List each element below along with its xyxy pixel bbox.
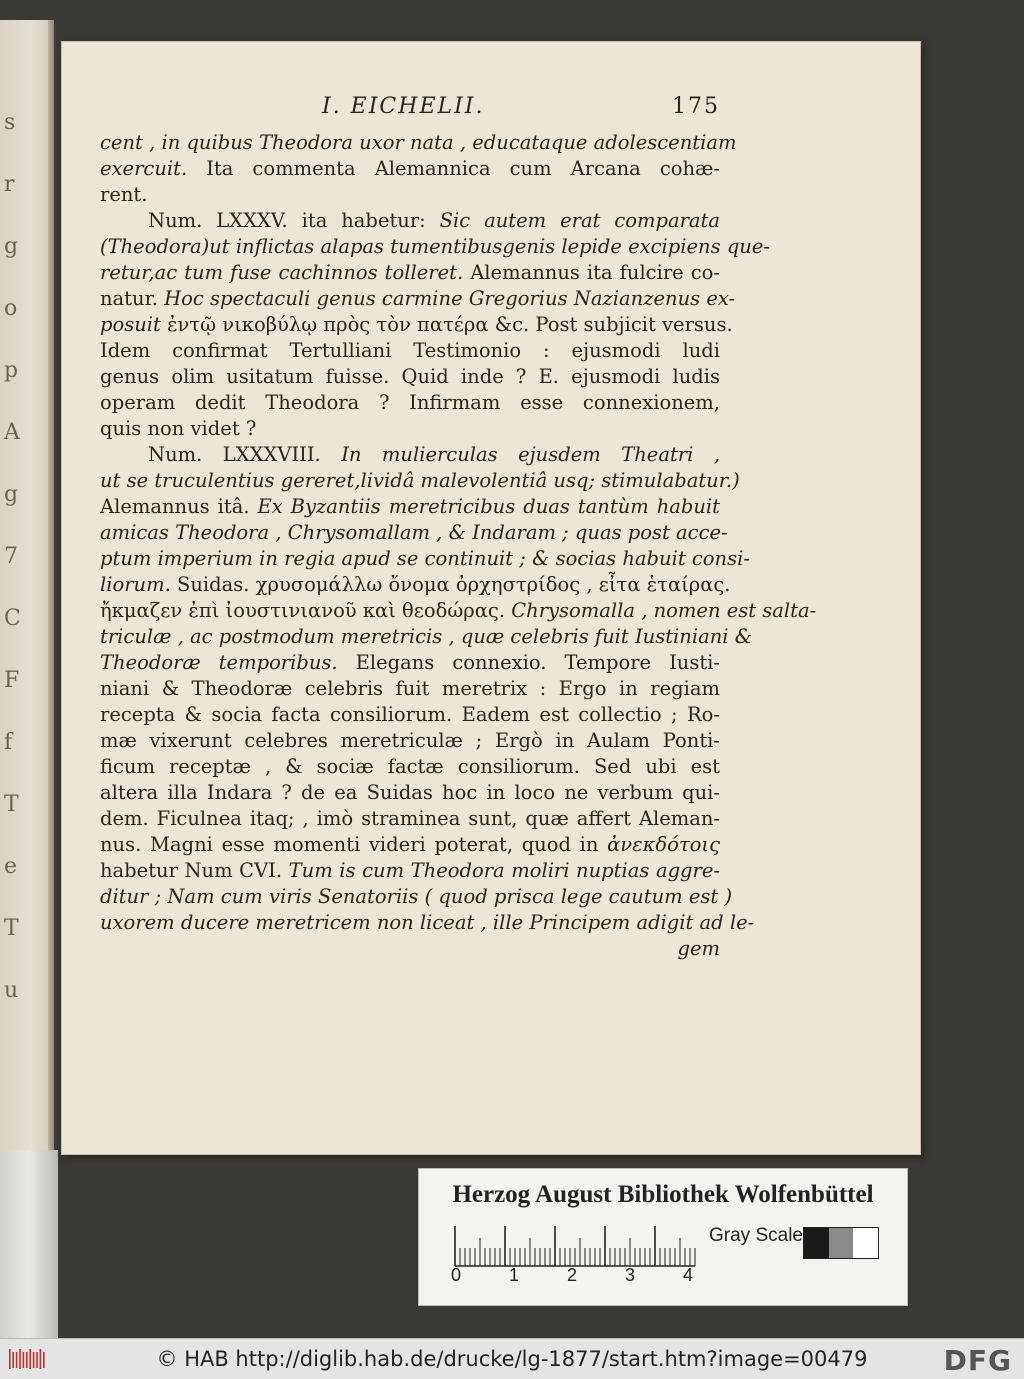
running-head-title: I. EICHELII. [322,94,485,119]
gray-scale-swatches [803,1227,879,1259]
text-line [100,182,720,208]
text-segment: (Theodora)ut inflictas alapas tumentibusgenis lepide excipiens que- [100,235,770,258]
text-segment: rent. [100,183,148,206]
text-line [100,156,720,182]
color-scale-card [418,1168,908,1306]
text-segment: ptum imperium in regia apud se continuit ; & socias habuit consi- [100,547,750,570]
text-line [100,130,737,156]
ruler-label: 2 [567,1265,578,1285]
text-segment: ἐντῷ νικοβύλῳ πρὸς τὸν πατέρα [160,313,495,336]
text-line [100,442,720,468]
text-segment: niani & Theodoræ celebris fuit meretrix : Ergo in regiam [100,677,720,700]
running-head [100,94,720,130]
text-line [100,208,720,234]
book-page [62,42,920,1154]
previous-page-glyph: f [4,730,13,755]
text-segment: posuit [100,313,161,336]
previous-page-glyph: g [4,234,19,259]
previous-page-glyph: g [4,482,19,507]
text-line [100,312,733,338]
text-line [100,234,770,260]
previous-page-glyph: T [4,792,19,817]
text-segment: In mulierculas ejusdem Theatri , [341,443,720,466]
text-line [100,364,720,390]
text-line [100,650,720,676]
text-segment: ut se truculentius gereret,lividâ malevolentiâ usq; stimulabatur.) [100,469,740,492]
text-segment: dem. Ficulnea itaq; , imò straminea sunt, quæ affert Aleman- [100,807,720,830]
text-segment: Theodoræ temporibus. [100,651,338,674]
text-segment: exercuit. [100,157,188,180]
text-line [100,858,720,884]
text-segment: Hoc spectaculi genus carmine Gregorius Nazianzenus ex- [164,287,736,310]
previous-page-glyph: p [4,358,19,383]
text-segment: Idem confirmat Tertulliani Testimonio : ejusmodi ludi [100,339,720,362]
text-line [100,780,720,806]
dfg-logo: DFG [943,1344,1012,1377]
text-line [100,624,753,650]
text-line [100,260,720,286]
text-line [100,338,720,364]
text-segment: ditur ; Nam cum viris Senatoriis ( quod prisca lege cautum est ) [100,885,733,908]
text-line [100,806,720,832]
text-line [100,832,720,858]
ruler-label: 0 [451,1265,462,1285]
text-line [100,416,720,442]
text-line [100,286,736,312]
text-line [100,520,728,546]
text-segment: triculæ , ac postmodum meretricis , quæ celebris fuit Iustiniani & [100,625,753,648]
previous-page-glyph: T [4,916,19,941]
gray-swatch [853,1228,878,1258]
previous-page-glyph: 7 [4,544,18,569]
text-line [100,702,720,728]
text-line [100,728,720,754]
text-segment: Tum is cum Theodora moliri nuptias aggre- [288,859,720,882]
ruler-label: 1 [509,1265,520,1285]
text-segment: Chrysomalla , nomen est salta- [511,599,817,622]
previous-page-edge [0,20,54,1340]
text-line [100,910,755,936]
copyright-url[interactable]: © HAB http://diglib.hab.de/drucke/lg-1877/start.htm?image=00479 [156,1347,868,1371]
text-segment: ἤκμαζεν ἐπὶ ἰουστινιανοῦ καὶ θεοδώρας. [100,599,512,622]
ruler-label: 4 [683,1265,694,1285]
page-edge-shadow [48,20,54,1340]
text-segment: Sic autem erat comparata [439,209,721,232]
text-segment: altera illa Indara ? de ea Suidas hoc in loco ne verbum qui- [100,781,720,804]
text-segment: uxorem ducere meretricem non liceat , ille Principem adigit ad le- [100,911,755,934]
ruler-scale [455,1225,695,1267]
text-line [100,884,733,910]
gray-scale-label: Gray Scale [709,1225,803,1246]
text-line [100,546,750,572]
text-segment: cent , in quibus Theodora uxor nata , educataque adolescentiam [100,131,737,154]
binding-strip [0,1150,58,1340]
text-segment: Alemannus itâ. [100,495,258,518]
previous-page-glyph: e [4,854,18,879]
previous-page-glyph: s [4,110,16,135]
text-segment: habetur Num CVI. [100,859,289,882]
text-line [100,598,817,624]
text-segment: amicas Theodora , Chrysomallam , & Indaram ; quas post acce- [100,521,728,544]
text-segment: mæ vixerunt celebres meretriculæ ; Ergò in Aulam Ponti- [100,729,720,752]
text-line [100,494,720,520]
previous-page-glyph: u [4,978,19,1003]
text-line [100,676,720,702]
footer-bar [0,1338,1024,1379]
text-segment: natur. [100,287,165,310]
text-segment: Elegans connexio. Tempore Iusti- [337,651,721,674]
text-segment: recepta & socia facta consiliorum. Eadem est collectio ; Ro- [100,703,720,726]
previous-page-glyph: F [4,668,20,693]
previous-page-glyph: r [4,172,15,197]
gray-swatch [829,1228,854,1258]
text-segment: ἀνεκδότοις [607,833,720,856]
text-segment: operam dedit Theodora ? Infirmam esse connexionem, [100,391,720,414]
text-line [100,754,720,780]
text-segment: retur,ac tum fuse cachinnos tolleret. [100,261,464,284]
text-segment: &c. Post subjicit versus. [494,313,733,336]
text-segment: liorum. [100,573,171,596]
text-segment: Ex Byzantiis meretricibus duas tantùm habuit [257,495,721,518]
text-segment: nus. Magni esse momenti videri poterat, quod in [100,833,608,856]
previous-page-glyph: C [4,606,21,631]
text-line [100,468,740,494]
text-line [100,390,720,416]
text-segment: Num. LXXXV. ita habetur: [148,209,440,232]
previous-page-glyph: A [4,420,20,445]
text-segment: quis non videt ? [100,417,257,440]
text-line [100,572,731,598]
page-text-block [100,94,817,962]
ruler-label: 3 [625,1265,636,1285]
text-segment: ficum receptæ , & sociæ factæ consiliorum. Sed ubi est [100,755,720,778]
page-number: 175 [672,94,720,119]
text-segment: genus olim usitatum fuisse. Quid inde ? E. ejusmodi ludis [100,365,720,388]
card-title: Herzog August Bibliothek Wolfenbüttel [452,1181,874,1208]
previous-page-glyph: o [4,296,18,321]
text-segment: Num. LXXXVIII. [148,443,342,466]
text-segment: Suidas. χρυσομάλλω ὄνομα ὀρχηστρίδος , εἶτα ἑταίρας. [170,573,731,596]
catchword: gem [677,937,720,960]
gray-swatch [804,1228,829,1258]
text-lines [100,130,817,936]
text-segment: Alemannus ita fulcire co- [463,261,720,284]
text-segment: Ita commenta Alemannica cum Arcana cohæ- [187,157,720,180]
